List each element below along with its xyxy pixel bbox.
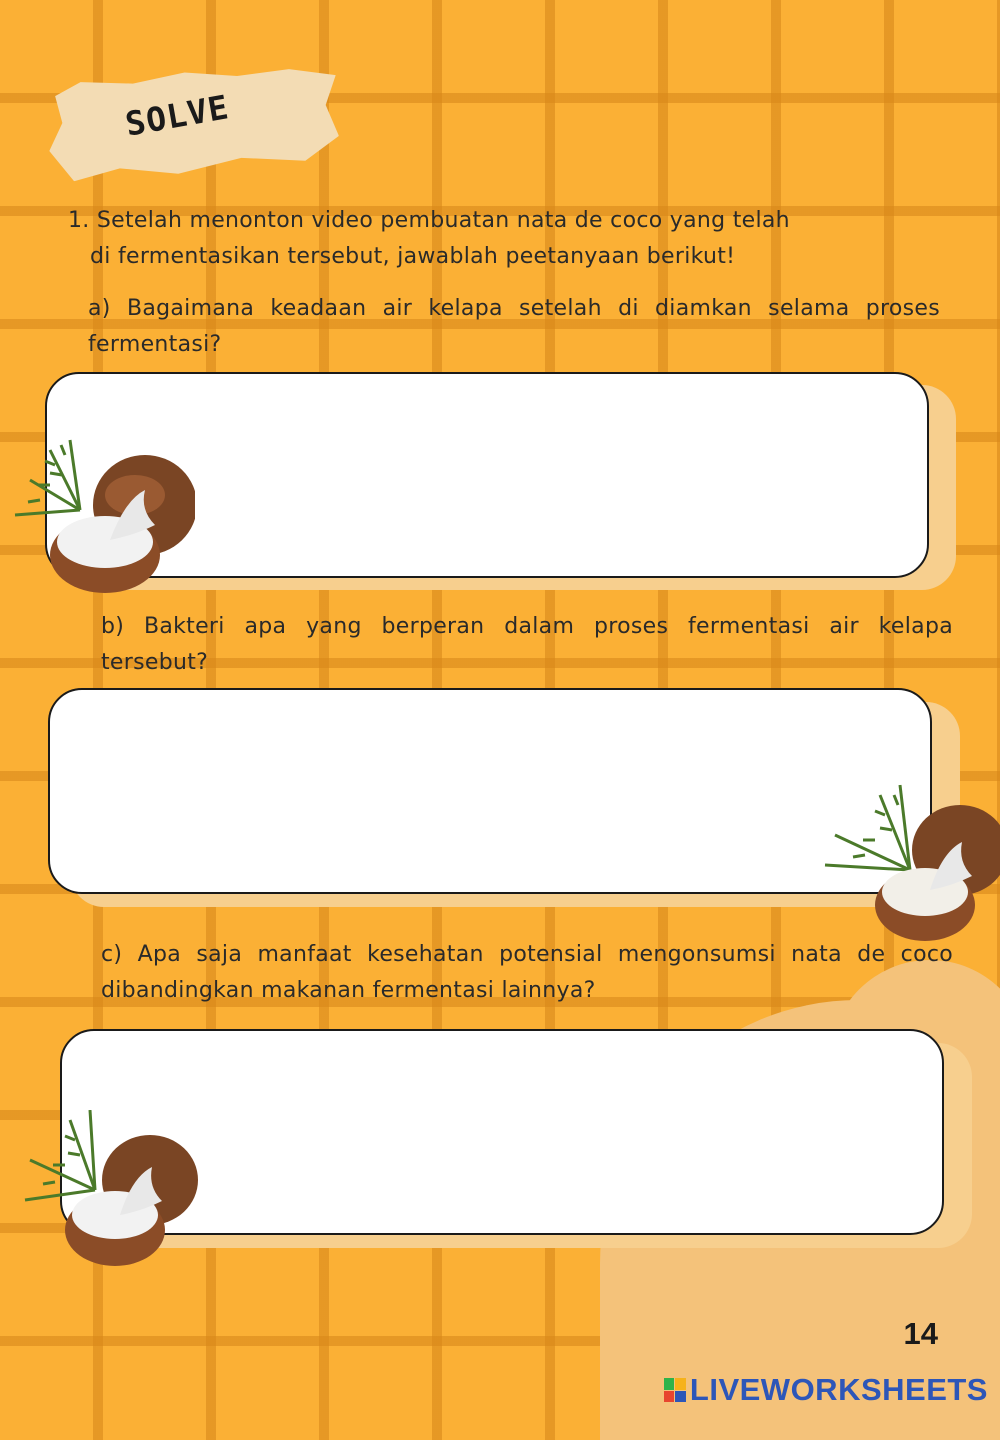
part-a-letter: a): [88, 296, 111, 321]
part-c-letter: c): [101, 942, 123, 967]
part-b-prompt: [101, 609, 953, 681]
coconut-icon: [20, 1110, 205, 1275]
section-title: SOLVE: [122, 87, 232, 144]
question-line-1: [68, 203, 790, 239]
part-c-prompt: [101, 937, 953, 1009]
part-b-text: Bakteri apa yang berperan dalam proses fermentasi air kelapa tersebut?: [101, 614, 953, 675]
liveworksheets-logo-icon: [664, 1378, 686, 1402]
part-a-prompt: [88, 291, 940, 363]
part-a-text: Bagaimana keadaan air kelapa setelah di diamkan selama proses fermentasi?: [88, 296, 941, 357]
part-b-letter: b): [101, 614, 125, 639]
question-line-2: di fermentasikan tersebut, jawablah peetanyaan berikut!: [90, 244, 736, 269]
question-number: 1.: [68, 208, 90, 233]
coconut-icon: [820, 780, 1000, 945]
answer-b-box[interactable]: [48, 688, 932, 894]
brand-footer: [664, 1372, 988, 1408]
question-text-line-1: Setelah menonton video pembuatan nata de coco yang telah: [96, 208, 790, 233]
brand-name: LIVEWORKSHEETS: [689, 1372, 988, 1407]
part-c-text: Apa saja manfaat kesehatan potensial mengonsumsi nata de coco dibandingkan makanan fermentasi lainnya?: [101, 942, 953, 1003]
page-number: 14: [903, 1316, 938, 1351]
coconut-icon: [10, 430, 195, 595]
